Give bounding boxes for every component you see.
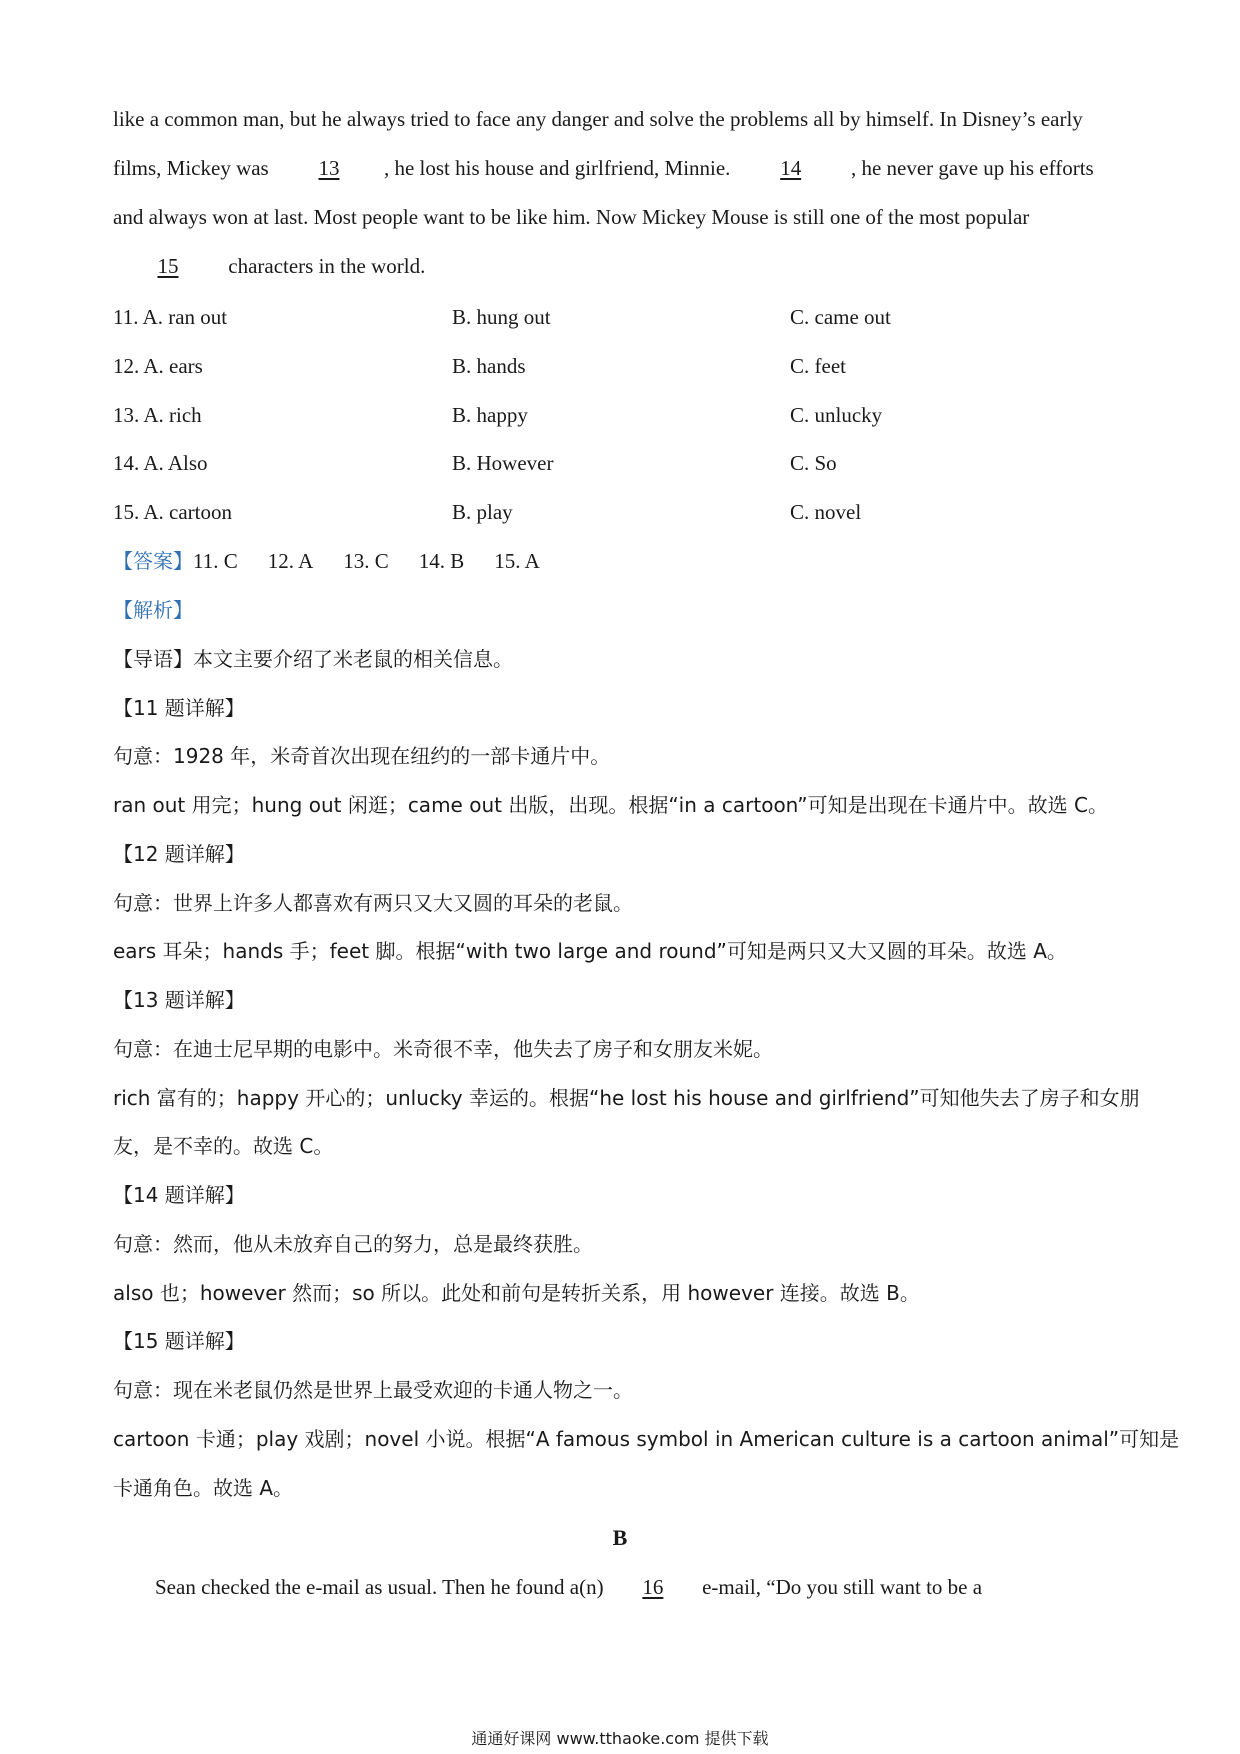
option-b: B. hands (452, 354, 526, 378)
option-a: 12. A. ears (113, 354, 203, 378)
answer-item: 13. C (343, 549, 389, 573)
explanation-line: 句意：然而，他从未放弃自己的努力，总是最终获胜。 (113, 1232, 593, 1256)
passage-line (113, 251, 425, 281)
passage-line: like a common man, but he always tried to face any danger and solve the problems all by himself. In Disney’s early (113, 107, 1083, 131)
explanation-line: 【12 题详解】 (113, 842, 245, 866)
passage-text: characters in the world. (223, 254, 426, 278)
option-a: 14. A. Also (113, 451, 208, 475)
explanation-line: 句意：在迪士尼早期的电影中。米奇很不幸，他失去了房子和女朋友米妮。 (113, 1037, 773, 1061)
explanation-line: ran out 用完；hung out 闲逛；came out 出版，出现。根据“in a cartoon”可知是出现在卡通片中。故选 C。 (113, 793, 1108, 817)
blank-16: 16 (642, 1575, 664, 1599)
explanation-line: 【14 题详解】 (113, 1183, 245, 1207)
option-c: C. feet (790, 354, 846, 378)
option-c: C. novel (790, 500, 862, 524)
answer-item: 11. C (193, 549, 238, 573)
explanation-line: 【11 题详解】 (113, 696, 245, 720)
explanation-line: 【13 题详解】 (113, 988, 245, 1012)
page-footer: 通通好课网 www.tthaoke.com 提供下载 (471, 1729, 769, 1748)
option-b: B. play (452, 500, 513, 524)
passage-text: , he never gave up his efforts (845, 156, 1094, 180)
option-c: C. came out (790, 305, 891, 329)
explanation-line: ears 耳朵；hands 手；feet 脚。根据“with two large and round”可知是两只又大又圆的耳朵。故选 A。 (113, 939, 1067, 963)
section-b-line (155, 1572, 982, 1602)
option-a: 11. A. ran out (113, 305, 228, 329)
explanation-line: 卡通角色。故选 A。 (113, 1476, 294, 1500)
option-b: B. hung out (452, 305, 551, 329)
option-c: C. unlucky (790, 403, 883, 427)
option-a: 13. A. rich (113, 403, 202, 427)
answer-line (113, 546, 570, 576)
option-b: B. happy (452, 403, 528, 427)
option-a: 15. A. cartoon (113, 500, 232, 524)
blank-14: 14 (780, 156, 802, 180)
answer-item: 12. A (267, 549, 314, 573)
passage-text: Sean checked the e-mail as usual. Then he found a(n) (155, 1575, 609, 1599)
passage-line: and always won at last. Most people want to be like him. Now Mickey Mouse is still one of the most popular (113, 205, 1030, 229)
explanation-line: 句意：世界上许多人都喜欢有两只又大又圆的耳朵的老鼠。 (113, 891, 633, 915)
passage-text: , he lost his house and girlfriend, Minnie. (383, 156, 736, 180)
answer-item: 14. B (418, 549, 465, 573)
explanation-line: also 也；however 然而；so 所以。此处和前句是转折关系，用 however 连接。故选 B。 (113, 1281, 920, 1305)
passage-text: e-mail, “Do you still want to be a (696, 1575, 983, 1599)
answer-item: 15. A (494, 549, 540, 573)
explanation-line: cartoon 卡通；play 戏剧；novel 小说。根据“A famous symbol in American culture is a cartoon animal”可知是 (113, 1427, 1180, 1451)
option-b: B. However (452, 451, 554, 475)
explanation-line: 句意：现在米老鼠仍然是世界上最受欢迎的卡通人物之一。 (113, 1378, 633, 1402)
option-c: C. So (790, 451, 837, 475)
blank-13: 13 (318, 156, 340, 180)
explanation-line: 句意：1928 年，米奇首次出现在纽约的一部卡通片中。 (113, 744, 611, 768)
explanation-line: 【导语】本文主要介绍了米老鼠的相关信息。 (113, 647, 513, 671)
explanation-line: rich 富有的；happy 开心的；unlucky 幸运的。根据“he lost his house and girlfriend”可知他失去了房子和女朋 (113, 1086, 1140, 1110)
analysis-label: 【解析】 (113, 598, 193, 622)
section-heading: B (612, 1525, 628, 1550)
answer-items (193, 549, 570, 573)
answer-label: 【答案】 (113, 549, 193, 573)
passage-text: films, Mickey was (113, 156, 274, 180)
explanation-line: 【15 题详解】 (113, 1329, 245, 1353)
passage-line (113, 153, 1094, 183)
blank-15: 15 (157, 254, 179, 278)
explanation-line: 友，是不幸的。故选 C。 (113, 1134, 334, 1158)
